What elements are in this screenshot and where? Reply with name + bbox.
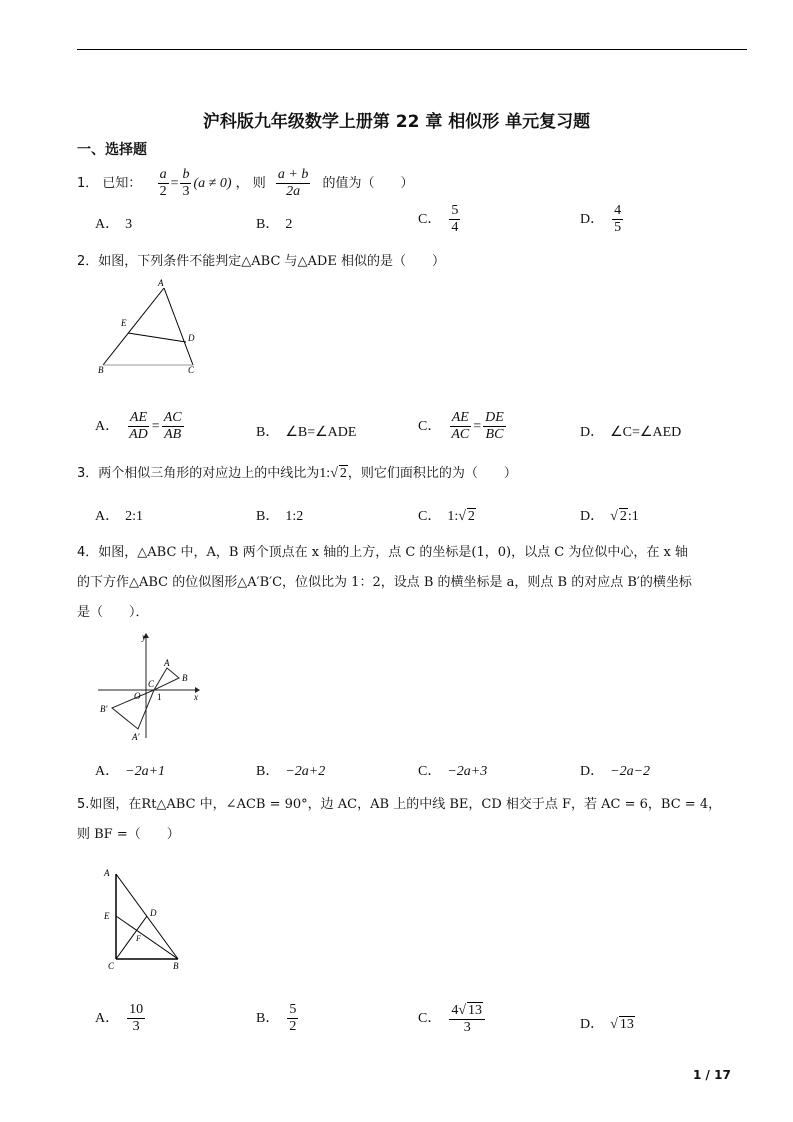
question-number: 3． xyxy=(77,466,99,481)
question-text: 如图，在Rt△ABC 中，∠ACB = 90°，边 AC，AB 上的中线 BE，CD 相交于点 F，若 AC = 6，BC = 4， xyxy=(89,797,722,812)
option-d[interactable]: D． $\frac{4}{5}$ xyxy=(580,203,622,236)
label-one: 1 xyxy=(157,692,162,702)
question-4-line-2: 的下方作△ABC 的位似图形△A′B′C，位似比为 1：2，设点 B 的横坐标是 a，则点 B 的对应点 B′的横坐标 xyxy=(77,575,692,590)
label-o: O xyxy=(134,691,141,701)
option-d[interactable]: D． √ 13 xyxy=(580,1017,634,1032)
option-d[interactable]: D． −2a−2 xyxy=(580,764,651,779)
header-rule xyxy=(77,49,747,50)
right-triangle-figure xyxy=(100,862,200,974)
question-2 xyxy=(77,250,445,269)
option-b[interactable]: B． −2a+2 xyxy=(256,764,326,779)
question-text: 如图，下列条件不能判定△ABC 与△ADE 相似的是（ ） xyxy=(98,254,445,269)
fraction: $\frac{a}{2}$ xyxy=(159,167,167,200)
question-4-line-3: 是（ ）． xyxy=(77,605,149,620)
median-be xyxy=(116,916,178,959)
label-y: y xyxy=(142,632,146,642)
segment-ed xyxy=(128,333,186,342)
section-heading: 一、选择题 xyxy=(77,142,147,158)
question-text: 如图，△ABC 中，A，B 两个顶点在 x 轴的上方，点 C 的坐标是(1，0)，以点 C 为位似中心，在 x 轴 xyxy=(98,545,688,560)
label-b-prime: B′ xyxy=(100,704,108,714)
fraction: $\frac{b}{3}$ xyxy=(182,167,190,200)
page-indicator: 1 / 17 xyxy=(693,1068,731,1082)
option-a[interactable]: A． 2:1 xyxy=(95,509,144,524)
question-text: 已知： xyxy=(102,176,142,192)
label-c: C xyxy=(148,679,155,689)
label-b: B xyxy=(182,673,188,683)
label-d: D xyxy=(150,908,157,918)
label-b: B xyxy=(98,365,104,374)
question-5-line-2: 则 BF =（ ） xyxy=(77,827,180,842)
side-ac xyxy=(164,288,193,365)
question-number: 4． xyxy=(77,545,99,560)
option-d[interactable]: D． ∠C=∠AED xyxy=(580,425,682,440)
triangle-abc xyxy=(154,668,179,690)
label-e: E xyxy=(121,318,127,328)
question-number: 5. xyxy=(77,797,90,812)
question-5-line-1 xyxy=(77,793,721,812)
label-a: A xyxy=(158,278,164,288)
option-c[interactable]: C． −2a+3 xyxy=(418,764,488,779)
option-b[interactable]: B． ∠B=∠ADE xyxy=(256,425,357,440)
question-number: 1． xyxy=(77,176,99,192)
label-a-prime: A′ xyxy=(132,732,140,742)
option-b[interactable]: B． 2 xyxy=(256,217,293,232)
option-d[interactable]: D． √ 2:1 xyxy=(580,509,639,524)
option-c[interactable]: C． $\frac{5}{4}$ xyxy=(418,203,459,236)
side-ab xyxy=(103,288,164,365)
question-4-line-1 xyxy=(77,541,688,560)
option-a[interactable]: A． −2a+1 xyxy=(95,764,166,779)
question-text: 两个相似三角形的对应边上的中线比为 xyxy=(98,466,320,481)
label-a: A xyxy=(104,868,110,878)
median-cd xyxy=(116,916,147,959)
option-a[interactable]: A． 3 xyxy=(95,217,133,232)
coordinate-figure xyxy=(90,628,210,743)
label-c: C xyxy=(188,365,195,374)
option-b[interactable]: B． 1:2 xyxy=(256,509,304,524)
option-a[interactable]: A． $\frac{10}{3}$ xyxy=(95,1002,144,1035)
question-3: 3．两个相似三角形的对应边上的中线比为1:√ 2，则它们面积比的为（ ） xyxy=(77,466,517,481)
label-b: B xyxy=(173,961,179,971)
triangle-apbpc xyxy=(112,690,154,729)
page-title: 沪科版九年级数学上册第 22 章 相似形 单元复习题 xyxy=(202,112,591,132)
triangle-figure xyxy=(95,278,205,374)
fraction: $\frac{a + b}{2a}$ xyxy=(277,167,309,200)
option-c[interactable]: C． $\frac{4√ 13}{3}$ xyxy=(418,1002,487,1036)
label-d: D xyxy=(188,333,195,343)
option-a[interactable]: A． $\frac{AE}{AD}$ = $\frac{AC}{AB}$ xyxy=(95,410,182,443)
option-c[interactable]: C． 1:√ 2 xyxy=(418,509,475,524)
label-c: C xyxy=(108,961,115,971)
label-x: x xyxy=(194,692,198,702)
label-f: F xyxy=(136,934,141,943)
question-1: 1． 已知： $\frac{a}{2}$ = $\frac{b}{3}$ (a ≠ 0) ， 则 $\frac{a + b}{2a}$ 的值为（ ） xyxy=(77,167,414,200)
question-number: 2． xyxy=(77,254,99,269)
option-c[interactable]: C． $\frac{AE}{AC}$ = $\frac{DE}{BC}$ xyxy=(418,410,504,443)
label-a: A xyxy=(164,658,170,668)
option-b[interactable]: B． $\frac{5}{2}$ xyxy=(256,1002,297,1035)
label-e: E xyxy=(104,911,110,921)
